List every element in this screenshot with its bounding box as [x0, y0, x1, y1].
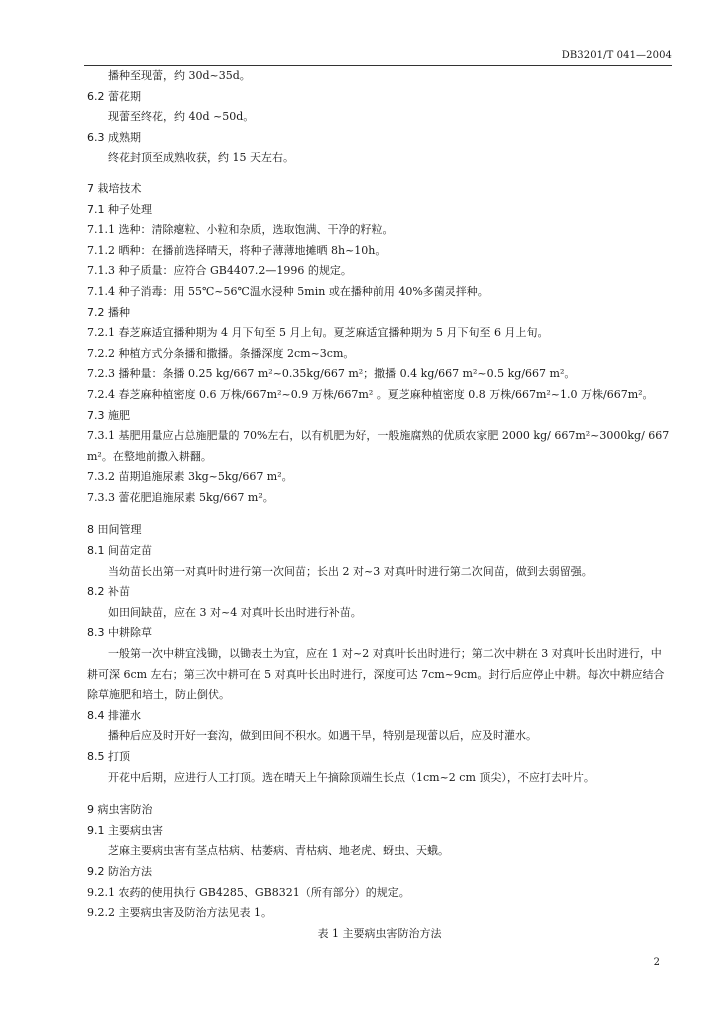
chapter-heading: 7 栽培技术	[87, 181, 142, 195]
section-heading: 9.2 防治方法	[87, 864, 152, 878]
body-text: 当幼苗长出第一对真叶时进行第一次间苗；长出 2 对~3 对真叶时进行第二次间苗，做到去弱留强。	[108, 564, 593, 578]
section-heading: 9.1 主要病虫害	[87, 823, 163, 837]
clause-text: 7.2.3 播种量：条播 0.25 kg/667 m²~0.35kg/667 m²；撒播 0.4 kg/667 m²~0.5 kg/667 m²。	[87, 367, 576, 381]
clause-text: 7.2.4 春芝麻种植密度 0.6 万株/667m²~0.9 万株/667m² 。夏芝麻种植密度 0.8 万株/667m²~1.0 万株/667m²。	[87, 387, 654, 401]
clause-text: 9.2.1 农药的使用执行 GB4285、GB8321（所有部分）的规定。	[87, 885, 410, 899]
section-heading: 8.1 间苗定苗	[87, 544, 152, 558]
clause-text: 7.1.2 晒种：在播前选择晴天，将种子薄薄地摊晒 8h~10h。	[87, 243, 387, 257]
document-body	[87, 66, 672, 944]
body-text: 播种至现蕾，约 30d~35d。	[108, 69, 251, 82]
section-heading: 8.2 补苗	[87, 585, 130, 599]
clause-text: 7.2.1 春芝麻适宜播种期为 4 月下旬至 5 月上旬。夏芝麻适宜播种期为 5 月下旬至 6 月上旬。	[87, 326, 549, 340]
body-text: 播种后应及时开好一套沟，做到田间不积水。如遇干旱，特别是现蕾以后，应及时灌水。	[108, 729, 537, 743]
chapter-heading: 8 田间管理	[87, 523, 142, 537]
body-text: 如田间缺苗，应在 3 对~4 对真叶长出时进行补苗。	[108, 605, 362, 619]
section-heading: 8.3 中耕除草	[87, 626, 152, 640]
body-text: 芝麻主要病虫害有茎点枯病、枯萎病、青枯病、地老虎、蚜虫、天蛾。	[108, 844, 449, 858]
clause-text: 7.2.2 种植方式分条播和撒播。条播深度 2cm~3cm。	[87, 346, 355, 360]
chapter-heading: 9 病虫害防治	[87, 803, 153, 817]
section-heading: 6.2 蕾花期	[87, 89, 141, 103]
clause-text: 7.3.1 基肥用量应占总施肥量的 70%左右，以有机肥为好，一般施腐熟的优质农家肥 2000 kg/ 667m²~3000kg/ 667m²。在整地前撒入耕翻。	[87, 429, 670, 463]
section-heading: 8.4 排灌水	[87, 708, 141, 722]
clause-text: 7.1.1 选种：清除瘪粒、小粒和杂质，选取饱满、干净的籽粒。	[87, 223, 394, 237]
section-heading: 7.2 播种	[87, 305, 130, 319]
body-text: 终花封顶至成熟收获，约 15 天左右。	[108, 151, 294, 165]
clause-text: 9.2.2 主要病虫害及防治方法见表 1。	[87, 906, 272, 920]
section-heading: 7.3 施肥	[87, 408, 130, 422]
clause-text: 7.1.4 种子消毒：用 55℃~56℃温水浸种 5min 或在播种前用 40%多菌灵拌种。	[87, 284, 489, 298]
body-text: 开花中后期，应进行人工打顶。选在晴天上午摘除顶端生长点（1cm~2 cm 顶尖），不应打去叶片。	[108, 770, 595, 784]
section-heading: 6.3 成熟期	[87, 130, 141, 144]
clause-text: 7.1.3 种子质量：应符合 GB4407.2—1996 的规定。	[87, 264, 352, 278]
section-heading: 8.5 打顶	[87, 750, 130, 763]
body-text: 一般第一次中耕宜浅锄，以锄表土为宜，应在 1 对~2 对真叶长出时进行；第二次中耕在 3 对真叶长出时进行，中耕可深 6cm 左右；第三次中耕可在 5 对真叶长出时进行，深度可达 7cm~9cm。封行后应停止中耕。每次中耕应结合除草施肥和培土，防止倒伏。	[87, 647, 665, 702]
table-caption: 表 1 主要病虫害防治方法	[317, 926, 442, 940]
document-code: DB3201/T 041—2004	[561, 50, 672, 61]
page-number: 2	[653, 957, 660, 968]
section-heading: 7.1 种子处理	[87, 202, 152, 216]
clause-text: 7.3.2 苗期追施尿素 3kg~5kg/667 m²。	[87, 470, 293, 484]
clause-text: 7.3.3 蕾花肥追施尿素 5kg/667 m²。	[87, 490, 274, 504]
body-text: 现蕾至终花，约 40d ~50d。	[108, 110, 255, 124]
